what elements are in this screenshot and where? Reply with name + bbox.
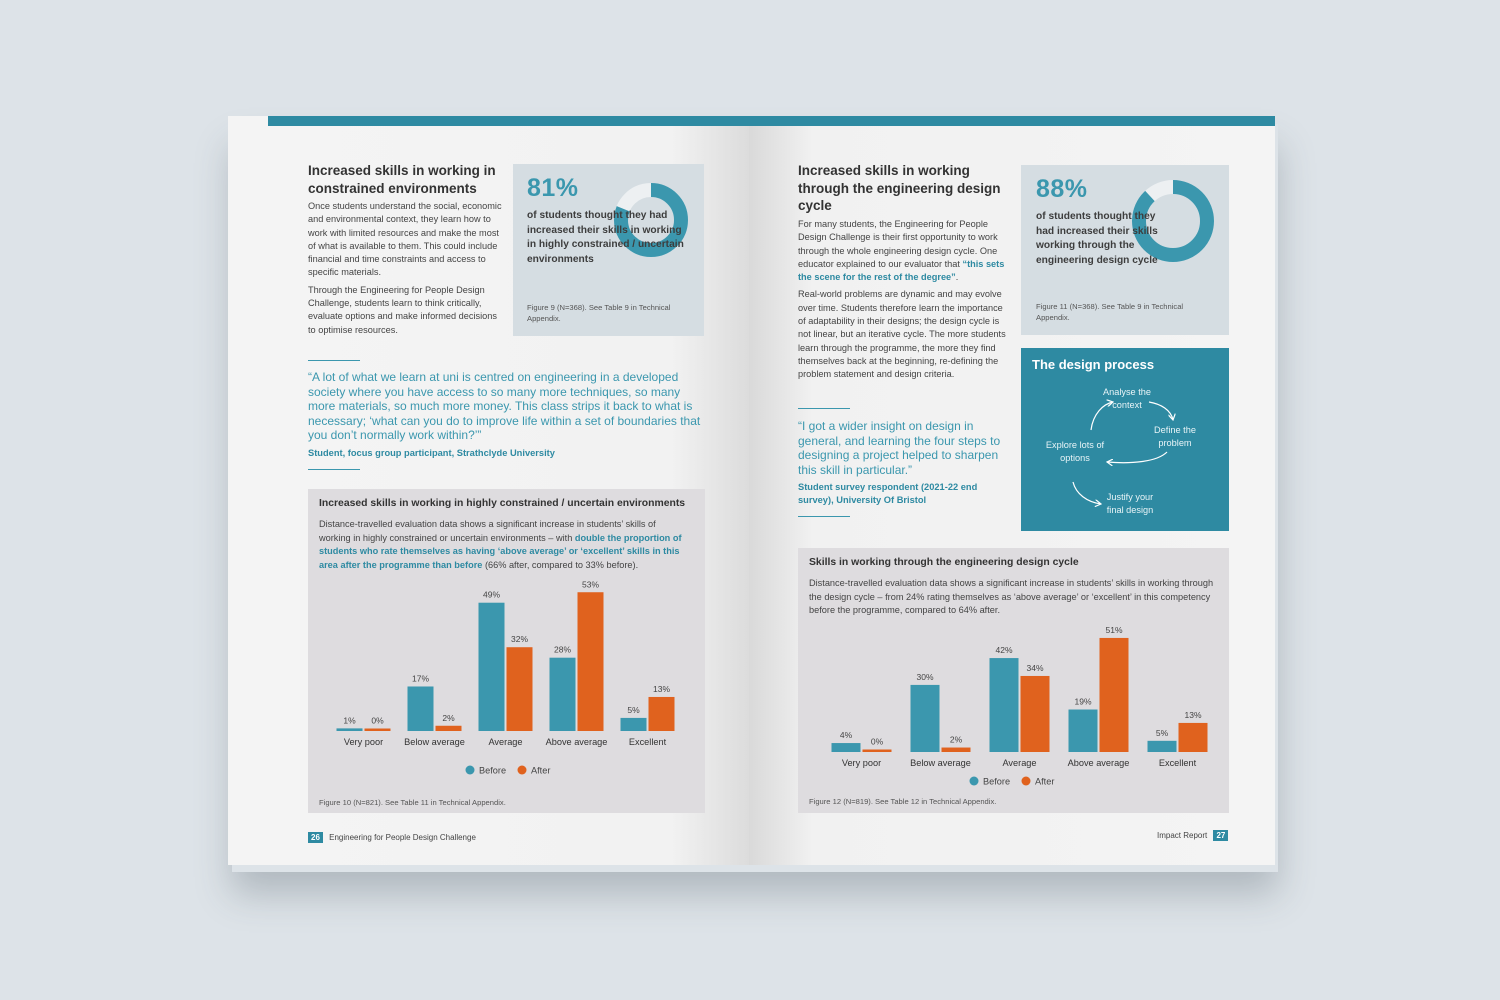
left-chart-desc-post: (66% after, compared to 33% before). <box>482 559 639 570</box>
right-heading: Increased skills in working through the engineering design cycle <box>798 163 1001 213</box>
left-chart-category-label-4: Excellent <box>628 737 667 747</box>
right-quote-rule-top <box>798 408 850 409</box>
right-chart-description: Distance-travelled evaluation data shows a significant increase in students’ skills in working through the design cycle – from 24% rating themselves as ‘above average’ or ‘excellent’ in this competency before the programme, compared to 64% after. <box>809 578 1214 615</box>
left-quote-rule-top <box>308 360 360 361</box>
left-page <box>228 116 749 865</box>
left-chart-legend-label-after: After <box>531 765 551 776</box>
right-body <box>798 218 1010 386</box>
left-body-paragraph-2: Through the Engineering for People Design Challenge, students learn to think critically, evaluate options and make informed decisions to optimise resources. <box>308 284 497 335</box>
left-stat-caption: Figure 9 (N=368). See Table 9 in Technical Appendix. <box>527 303 671 323</box>
right-chart-category-label-1: Below average <box>910 758 971 768</box>
right-body-1-highlight: “this sets the scene for the rest of the degree” <box>798 258 1005 283</box>
left-stat-text: of students thought they had increased their skills in working in highly constrained / uncertain environments <box>527 210 684 265</box>
left-top-bar <box>268 116 749 126</box>
left-chart-data-label-after-1: 2% <box>442 712 455 723</box>
design-step-analyse: Analyse the context <box>1102 387 1151 410</box>
right-quote: “I got a wider insight on design in general, and learning the four steps to designing a project helped to sharpen this skill in particular.” <box>798 419 1001 477</box>
right-chart-bar-before-3 <box>1069 710 1098 752</box>
left-chart-bar-before-2 <box>479 603 505 731</box>
right-chart-category-label-2: Average <box>1002 758 1037 768</box>
right-chart-data-label-after-3: 51% <box>1105 624 1123 635</box>
left-chart-legend-swatch-after <box>518 766 527 775</box>
design-process-box <box>1021 348 1229 531</box>
left-chart-bar-after-1 <box>436 726 462 731</box>
right-page-number: 27 <box>1213 830 1228 841</box>
left-chart-bar-before-1 <box>408 686 434 731</box>
right-chart-bar-before-4 <box>1148 741 1177 752</box>
left-chart-box <box>308 489 705 813</box>
left-chart-bar-before-0 <box>337 728 363 731</box>
left-stat-value: 81% <box>527 174 579 202</box>
left-chart-legend-swatch-before <box>466 766 475 775</box>
left-chart-data-label-after-2: 32% <box>510 634 529 645</box>
left-chart-data-label-after-0: 0% <box>371 715 384 726</box>
left-chart-category-label-0: Very poor <box>343 737 384 747</box>
right-chart-bar-after-3 <box>1100 638 1129 752</box>
left-chart-data-label-before-0: 1% <box>343 715 356 726</box>
right-chart-legend-label-before: Before <box>983 776 1011 787</box>
right-chart-legend-swatch-after <box>1022 777 1031 786</box>
right-quote-rule-bottom <box>798 516 850 517</box>
right-chart-category-label-0: Very poor <box>841 758 882 768</box>
left-quote-rule-bottom <box>308 469 360 470</box>
right-footer <box>1157 830 1228 841</box>
right-chart-data-label-before-2: 42% <box>995 645 1013 656</box>
arrow-options-to-justify <box>1073 482 1101 504</box>
left-chart-bar-before-3 <box>550 658 576 731</box>
right-chart-data-label-before-4: 5% <box>1155 727 1169 738</box>
right-stat-text: of students thought they had increased their skills working through the engineering design cycle <box>1036 211 1158 266</box>
right-chart-bar-before-1 <box>911 685 940 752</box>
right-quote-attribution: Student survey respondent (2021-22 end survey), University Of Bristol <box>798 482 978 505</box>
right-chart-data-label-before-1: 30% <box>916 671 934 682</box>
right-stat-box <box>1021 165 1229 335</box>
right-chart-data-label-after-2: 34% <box>1026 662 1044 673</box>
right-chart-data-label-before-3: 19% <box>1074 696 1092 707</box>
arrow-problem-to-options <box>1107 452 1167 463</box>
right-chart-data-label-after-0: 0% <box>870 736 884 747</box>
design-step-define: Define the problem <box>1154 425 1196 448</box>
design-process-title: The design process <box>1032 357 1155 372</box>
right-bar-chart <box>798 624 1229 796</box>
right-stat-value: 88% <box>1036 175 1088 203</box>
right-chart-legend-label-after: After <box>1035 776 1055 787</box>
left-chart-title: Increased skills in working in highly constrained / uncertain environments <box>319 498 686 509</box>
left-body <box>308 200 504 341</box>
left-chart-category-label-3: Above average <box>545 737 608 747</box>
right-body-paragraph-2: Real-world problems are dynamic and may evolve over time. Students therefore learn the importance of adaptability in their designs; the design cycle is not linear, but an iterative cycle. The more students learn through the programme, the more they find themselves back at the beginning, re-defining the problem statement and design criteria. <box>798 289 1006 380</box>
left-chart-data-label-after-3: 53% <box>581 581 600 590</box>
left-chart-category-label-1: Below average <box>404 737 465 747</box>
left-body-paragraph-1: Once students understand the social, economic and environmental context, they learn how to work with limited resources and make the most of what is available to them. This could include financial and time constraints and access to specific materials. <box>308 201 502 278</box>
right-chart-category-label-3: Above average <box>1067 758 1130 768</box>
right-chart-bar-before-0 <box>832 743 861 752</box>
right-chart-data-label-after-1: 2% <box>949 734 963 745</box>
left-chart-legend-label-before: Before <box>479 765 507 776</box>
right-chart-bar-after-0 <box>863 750 892 753</box>
left-chart-data-label-after-4: 13% <box>652 683 671 694</box>
right-chart-bar-after-2 <box>1021 676 1050 752</box>
right-chart-title: Skills in working through the engineering design cycle <box>809 557 1079 568</box>
right-chart-category-label-4: Excellent <box>1158 758 1197 768</box>
right-body-1-pre: For many students, the Engineering for People Design Challenge is their first opportunity to work through the whole engineering design cycle. One educator explained to our evaluator that <box>798 219 998 269</box>
left-chart-bar-after-3 <box>578 592 604 731</box>
right-chart-data-label-after-4: 13% <box>1184 709 1202 720</box>
left-chart-bar-after-4 <box>649 697 675 731</box>
left-page-number: 26 <box>308 832 323 843</box>
left-heading: Increased skills in working in constrained environments <box>308 163 496 196</box>
left-chart-data-label-before-4: 5% <box>627 704 640 715</box>
left-chart-bar-after-0 <box>365 729 391 732</box>
left-chart-data-label-before-1: 17% <box>411 673 430 684</box>
right-body-1-post: . <box>955 272 959 283</box>
right-footer-text: Impact Report <box>1157 831 1208 840</box>
right-stat-caption: Figure 11 (N=368). See Table 9 in Technical Appendix. <box>1036 302 1184 322</box>
left-chart-data-label-before-3: 28% <box>553 644 572 655</box>
left-chart-data-label-before-2: 49% <box>482 589 501 600</box>
right-chart-data-label-before-0: 4% <box>839 730 853 741</box>
left-bar-chart <box>308 581 705 799</box>
right-top-bar <box>749 116 1275 126</box>
design-step-explore: Explore lots of options <box>1045 440 1105 463</box>
left-quote-attribution: Student, focus group participant, Strathclyde University <box>308 448 555 458</box>
right-chart-caption: Figure 12 (N=819). See Table 12 in Technical Appendix. <box>809 797 997 806</box>
left-chart-description <box>319 518 689 572</box>
left-chart-desc-highlight: double the proportion of students who rate themselves as having ‘above average’ or ‘excellent’ skills in this area after the programme than before <box>319 532 682 570</box>
right-chart-legend-swatch-before <box>970 777 979 786</box>
left-chart-caption: Figure 10 (N=821). See Table 11 in Technical Appendix. <box>319 798 506 807</box>
left-chart-desc-pre: Distance-travelled evaluation data shows a significant increase in students’ skills of working in highly constrained or uncertain environments – with <box>319 519 656 543</box>
left-chart-bar-after-2 <box>507 647 533 731</box>
left-footer <box>308 832 476 843</box>
right-body-paragraph-1 <box>798 218 1010 284</box>
right-page <box>749 116 1275 865</box>
left-chart-bar-before-4 <box>621 718 647 731</box>
left-footer-text: Engineering for People Design Challenge <box>329 833 476 842</box>
right-chart-bar-before-2 <box>990 658 1019 752</box>
design-step-justify: Justify your final design <box>1106 492 1154 515</box>
left-chart-category-label-2: Average <box>488 737 523 747</box>
right-chart-bar-after-1 <box>942 748 971 752</box>
right-chart-bar-after-4 <box>1179 723 1208 752</box>
left-quote: “A lot of what we learn at uni is centred on engineering in a developed society where you have access to so many more techniques, so many more materials, so much more money. This class strips it back to what is necessary; ‘what can you do to improve life within a set of boundaries that you don’t normally work within?’” <box>308 370 701 442</box>
right-chart-box <box>798 548 1229 813</box>
left-stat-box <box>513 164 704 336</box>
